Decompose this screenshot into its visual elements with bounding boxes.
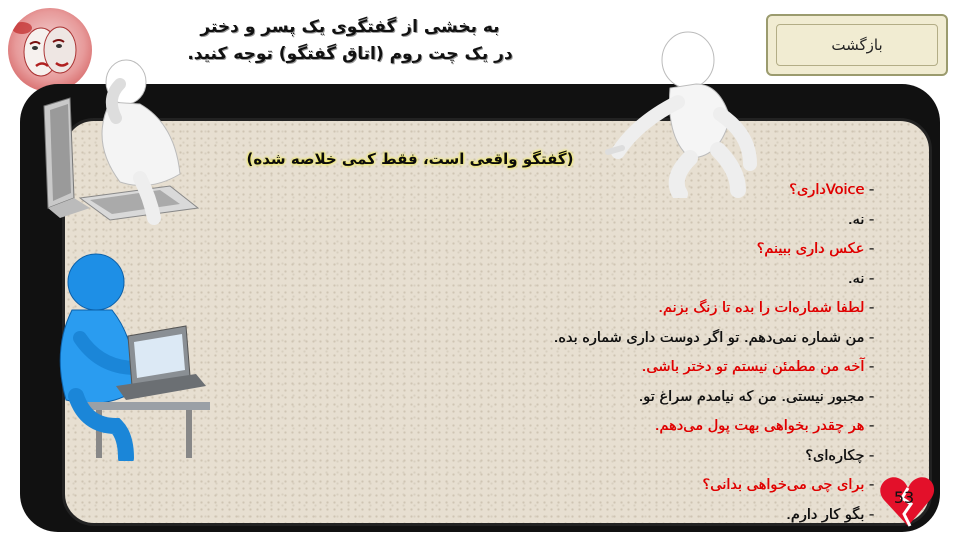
subtitle-note: (گفتگو واقعی است، فقط کمی خلاصه شده) bbox=[246, 150, 574, 168]
dialog-line: - برای چی می‌خواهی بدانی؟ bbox=[234, 471, 874, 501]
dialog-line: - من شماره نمی‌دهم. تو اگر دوست داری شماره بده. bbox=[234, 324, 874, 354]
dialog-line: - هر چقدر بخواهی بهت پول می‌دهم. bbox=[234, 412, 874, 442]
dialog-line: - لطفا شماره‌ات را بده تا زنگ بزنم. bbox=[234, 294, 874, 324]
dialog-line: - چکاره‌ای؟ bbox=[234, 442, 874, 472]
back-button[interactable] bbox=[766, 14, 948, 76]
page-number: 53 bbox=[893, 488, 915, 507]
title-line-2: در یک چت روم (اتاق گفتگو) توجه کنید. bbox=[187, 44, 513, 64]
title-line-1: به بخشی از گفتگوی یک پسر و دختر bbox=[200, 17, 500, 37]
page-number-badge bbox=[878, 474, 938, 530]
dialog-line: - Voiceداری؟ bbox=[234, 176, 874, 206]
thinking-person-at-computer-figure bbox=[30, 58, 230, 233]
chat-dialog-list bbox=[234, 176, 874, 530]
back-button-frame bbox=[776, 24, 938, 66]
dialog-line: - نه. bbox=[234, 265, 874, 295]
dialog-line: - عکس داری ببینم؟ bbox=[234, 235, 874, 265]
dialog-line: - آخه من مطمئن نیستم تو دختر باشی. bbox=[234, 353, 874, 383]
back-button-label: بازگشت bbox=[831, 36, 883, 54]
dialog-line: - نه. bbox=[234, 206, 874, 236]
dialog-line: - مجبور نیستی. من که نیامدم سراغ تو. bbox=[234, 383, 874, 413]
pointing-person-figure bbox=[600, 18, 775, 198]
blue-person-at-laptop-figure bbox=[36, 246, 211, 461]
dialog-line: - بگو کار دارم. bbox=[234, 501, 874, 531]
